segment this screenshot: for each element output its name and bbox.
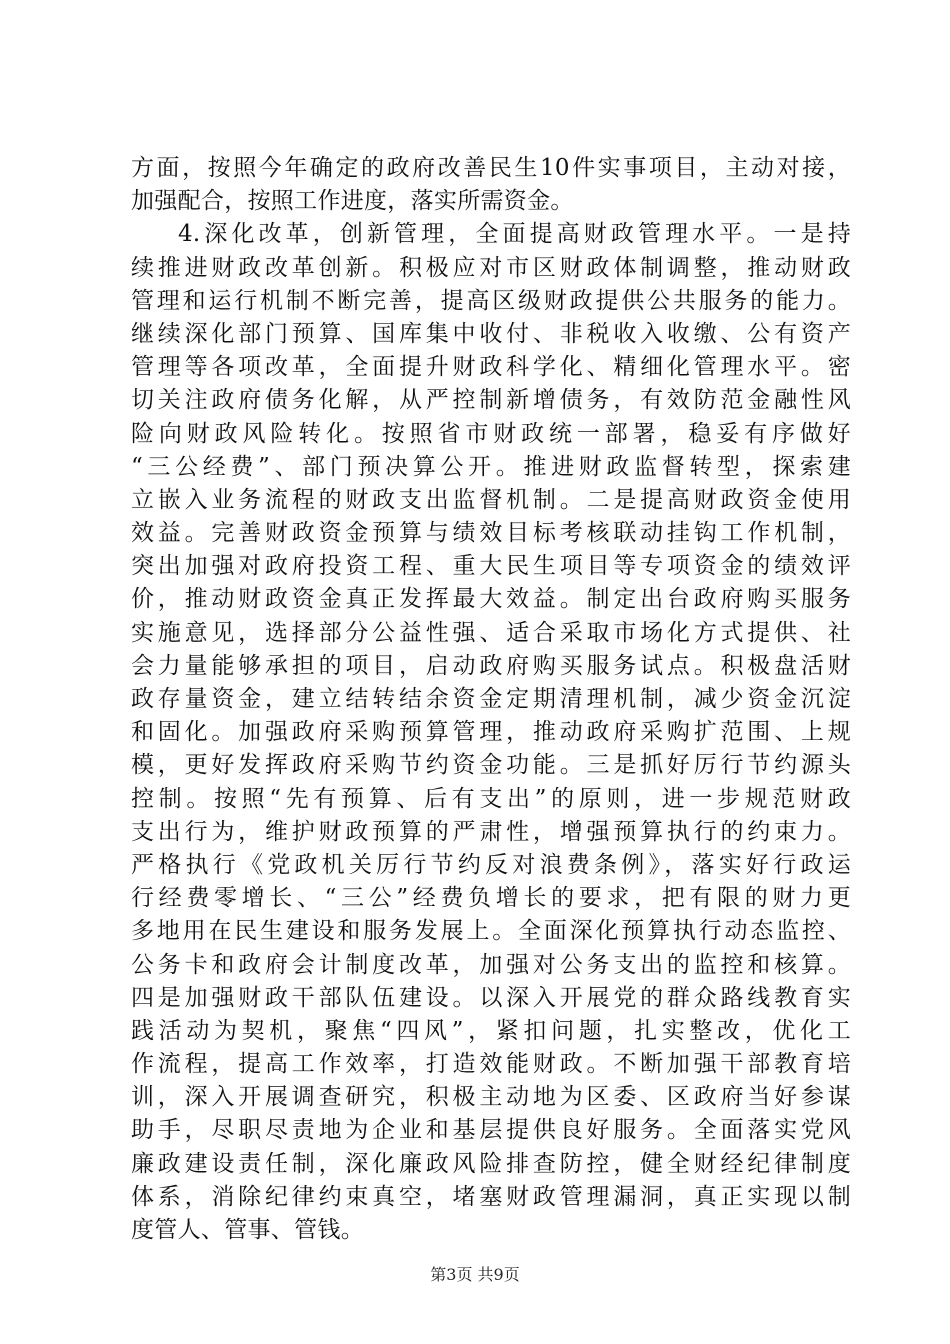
- text-line: 廉政建设责任制，深化廉政风险排查防控，健全财经纪律制度: [131, 1150, 851, 1177]
- document-body: [131, 152, 851, 1247]
- text-line: 4.深化改革，创新管理，全面提高财政管理水平。一是持: [178, 221, 851, 248]
- text-line: 继续深化部门预算、国库集中收付、非税收入收缴、公有资产: [131, 320, 851, 347]
- text-line: 管理等各项改革，全面提升财政科学化、精细化管理水平。密: [131, 354, 851, 381]
- page-footer: 第3页 共9页: [430, 1265, 520, 1284]
- text-line: 加强配合，按照工作进度，落实所需资金。: [131, 188, 574, 215]
- text-line: 模，更好发挥政府采购节约资金功能。三是抓好厉行节约源头: [131, 752, 851, 779]
- text-line: 体系，消除纪律约束真空，堵塞财政管理漏洞，真正实现以制: [131, 1183, 851, 1210]
- text-line: 方面，按照今年确定的政府改善民生10件实事项目，主动对接，: [131, 155, 851, 181]
- text-line: 效益。完善财政资金预算与绩效目标考核联动挂钩工作机制，: [131, 520, 851, 547]
- text-line: 行经费零增长、“三公”经费负增长的要求，把有限的财力更: [131, 885, 851, 912]
- text-line: 训，深入开展调查研究，积极主动地为区委、区政府当好参谋: [131, 1084, 851, 1111]
- text-line: 公务卡和政府会计制度改革，加强对公务支出的监控和核算。: [131, 951, 851, 978]
- text-line: 和固化。加强政府采购预算管理，推动政府采购扩范围、上规: [131, 719, 851, 746]
- text-line: “三公经费”、部门预决算公开。推进财政监督转型，探索建: [131, 453, 851, 480]
- text-line: 价，推动财政资金真正发挥最大效益。制定出台政府购买服务: [131, 586, 851, 613]
- text-line: 切关注政府债务化解，从严控制新增债务，有效防范金融性风: [131, 387, 851, 414]
- text-line: 作流程，提高工作效率，打造效能财政。不断加强干部教育培: [131, 1051, 851, 1078]
- text-line: 管理和运行机制不断完善，提高区级财政提供公共服务的能力。: [131, 287, 851, 314]
- text-line: 险向财政风险转化。按照省市财政统一部署，稳妥有序做好: [131, 420, 851, 447]
- text-line: 严格执行《党政机关厉行节约反对浪费条例》，落实好行政运: [131, 851, 851, 878]
- text-line: 政存量资金，建立结转结余资金定期清理机制，减少资金沉淀: [131, 686, 851, 712]
- text-line: 会力量能够承担的项目，启动政府购买服务试点。积极盘活财: [131, 652, 851, 679]
- text-line: 立嵌入业务流程的财政支出监督机制。二是提高财政资金使用: [131, 486, 851, 513]
- text-line: 续推进财政改革创新。积极应对市区财政体制调整，推动财政: [131, 254, 851, 281]
- text-line: 支出行为，维护财政预算的严肃性，增强预算执行的约束力。: [131, 818, 851, 845]
- text-line: 多地用在民生建设和服务发展上。全面深化预算执行动态监控、: [131, 918, 851, 945]
- text-line: 突出加强对政府投资工程、重大民生项目等专项资金的绩效评: [131, 553, 851, 580]
- text-line: 度管人、管事、管钱。: [131, 1217, 364, 1243]
- text-line: 控制。按照“先有预算、后有支出”的原则，进一步规范财政: [131, 785, 851, 812]
- text-line: 助手，尽职尽责地为企业和基层提供良好服务。全面落实党风: [131, 1117, 851, 1144]
- text-line: 实施意见，选择部分公益性强、适合采取市场化方式提供、社: [131, 619, 851, 646]
- text-line: 四是加强财政干部队伍建设。以深入开展党的群众路线教育实: [131, 984, 851, 1011]
- text-line: 践活动为契机，聚焦“四风”，紧扣问题，扎实整改，优化工: [131, 1017, 851, 1044]
